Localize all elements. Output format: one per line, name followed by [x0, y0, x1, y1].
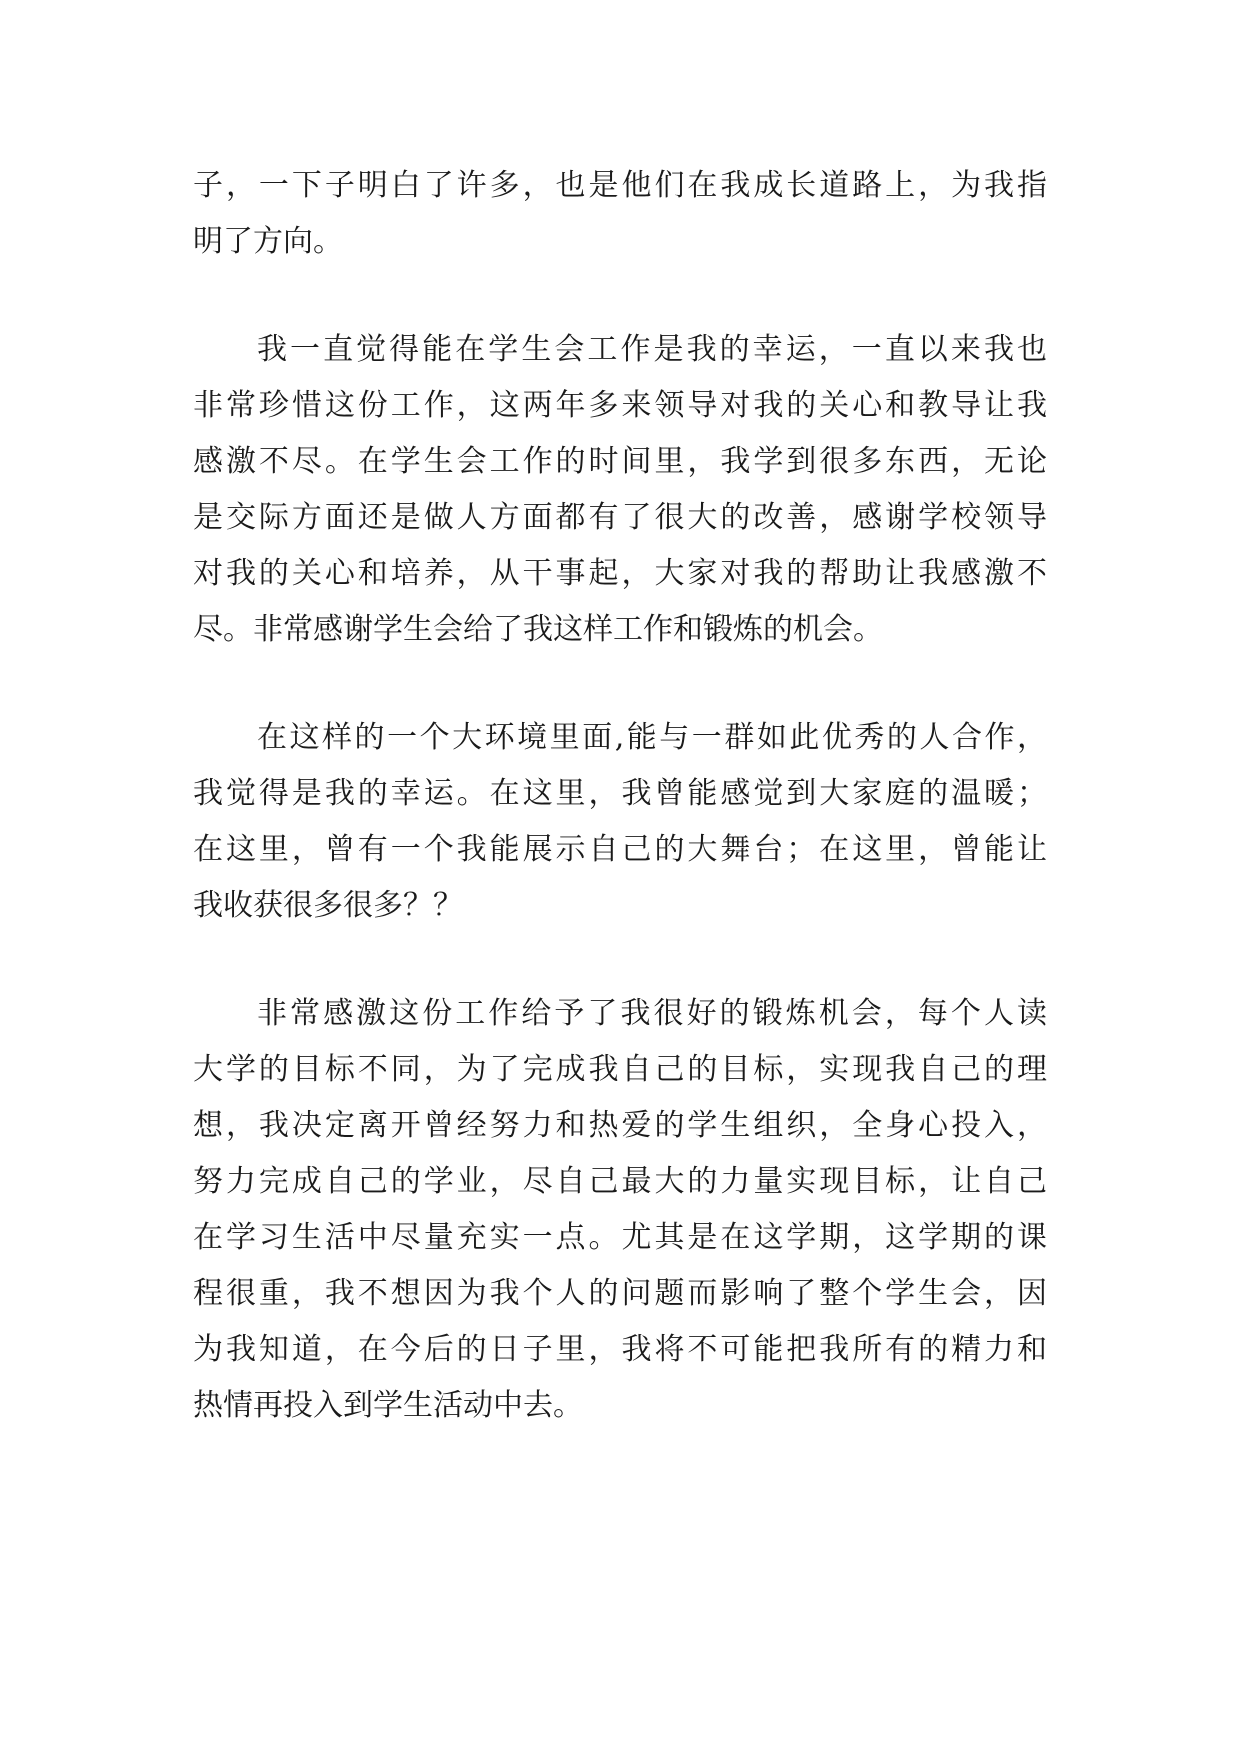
text-line: 非常感激这份工作给予了我很好的锻炼机会，每个人读: [257, 996, 1047, 1031]
text-line: 我收获很多很多？？: [193, 888, 463, 923]
text-line: 努力完成自己的学业，尽自己最大的力量实现目标，让自己: [193, 1164, 1047, 1199]
text-line: 为我知道，在今后的日子里，我将不可能把我所有的精力和: [193, 1332, 1047, 1367]
text-line: 在这里，曾有一个我能展示自己的大舞台；在这里，曾能让: [193, 832, 1047, 867]
text-line: 热情再投入到学生活动中去。: [193, 1388, 583, 1423]
text-line: 大学的目标不同，为了完成我自己的目标，实现我自己的理: [193, 1052, 1047, 1087]
text-line: 对我的关心和培养，从干事起，大家对我的帮助让我感激不: [193, 556, 1047, 591]
text-line: 非常珍惜这份工作，这两年多来领导对我的关心和教导让我: [193, 388, 1047, 423]
text-line: 程很重，我不想因为我个人的问题而影响了整个学生会，因: [193, 1276, 1047, 1311]
text-line: 子，一下子明白了许多，也是他们在我成长道路上，为我指: [193, 168, 1047, 203]
text-line: 明了方向。: [193, 224, 343, 259]
text-line: 我觉得是我的幸运。在这里，我曾能感觉到大家庭的温暖；: [193, 776, 1047, 811]
text-line: 感激不尽。在学生会工作的时间里，我学到很多东西，无论: [193, 444, 1047, 479]
text-line: 在这样的一个大环境里面,能与一群如此优秀的人合作，: [257, 720, 1047, 755]
text-line: 在学习生活中尽量充实一点。尤其是在这学期，这学期的课: [193, 1220, 1047, 1255]
text-line: 想，我决定离开曾经努力和热爱的学生组织，全身心投入，: [193, 1108, 1047, 1143]
text-line: 我一直觉得能在学生会工作是我的幸运，一直以来我也: [257, 332, 1047, 367]
text-line: 尽。非常感谢学生会给了我这样工作和锻炼的机会。: [193, 612, 883, 647]
text-line: 是交际方面还是做人方面都有了很大的改善，感谢学校领导: [193, 500, 1047, 535]
